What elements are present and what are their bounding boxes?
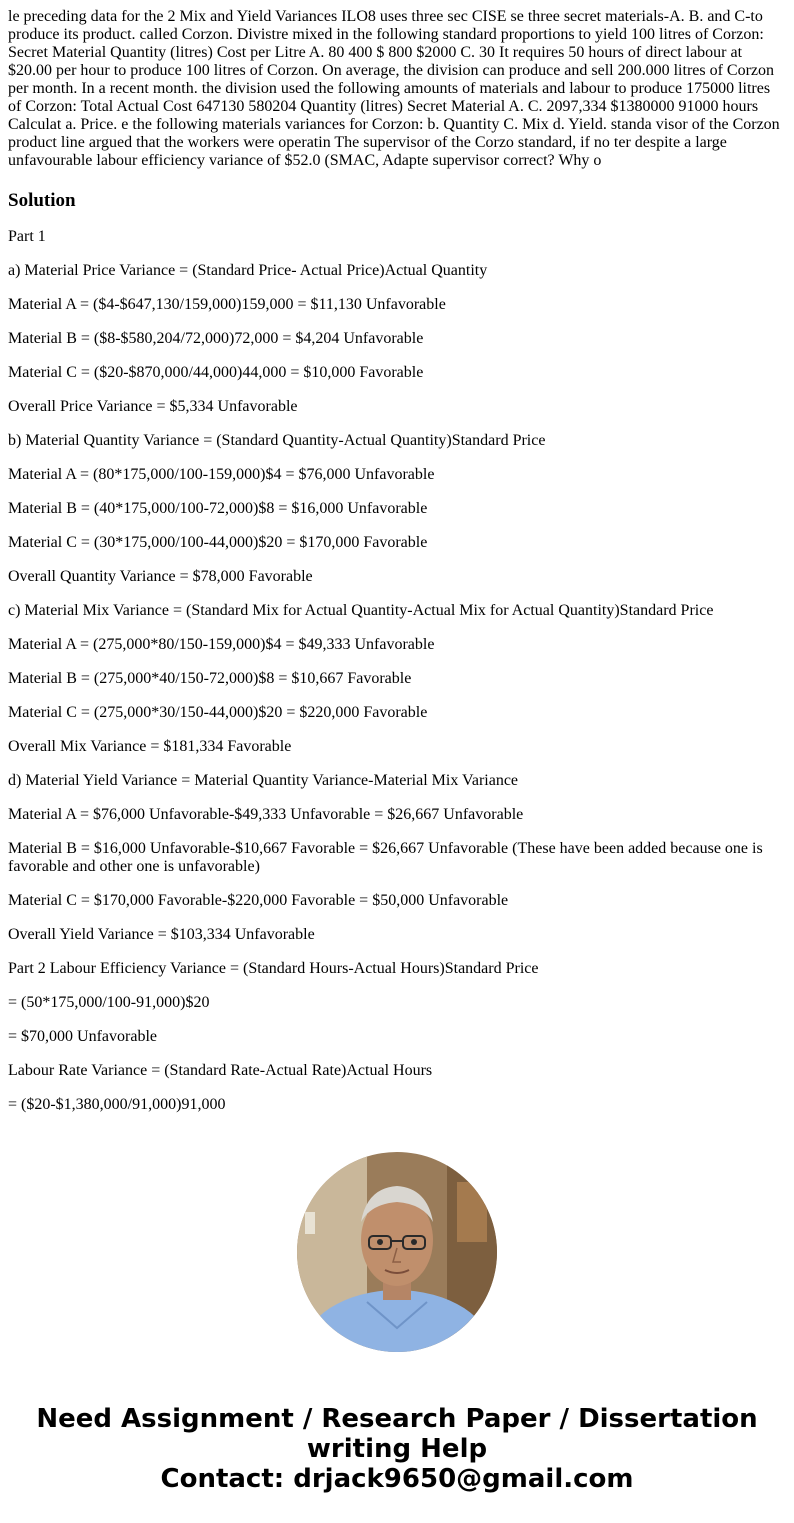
solution-line: Material C = (275,000*30/150-44,000)$20 = $220,000 Favorable [8, 704, 428, 721]
solution-line: c) Material Mix Variance = (Standard Mix for Actual Quantity-Actual Mix for Actual Quantity)Standard Price [8, 602, 714, 619]
solution-line: Overall Mix Variance = $181,334 Favorable [8, 738, 292, 755]
question-text: le preceding data for the 2 Mix and Yield Variances ILO8 uses three sec CISE se three secret materials-A. B. and C-to produce its product. called Corzon. Divistre mixed in the following standard proportions to yield 100 litres of Corzon: Secret Material Quantity (litres) Cost per Litre A. 80 400 $ 800 $2000 C. 30 It requires 50 hours of direct labour at $20.00 per hour to produce 100 litres of Corzon. On average, the division can produce and sell 200.000 litres of Corzon per month. In a recent month. the division used the following amounts of materials and labour to produce 175000 litres of Corzon: Total Actual Cost 647130 580204 Quantity (litres) Secret Material A. C. 2097,334 $1380000 91000 hours Calculat a. Price. e the following materials variances for Corzon: b. Quantity C. Mix d. Yield. standa visor of the Corzon product line argued that the workers were operatin The supervisor of the Corzo standard, if no ter despite a large unfavourable labour efficiency variance of $52.0 (SMAC, Adapte supervisor correct? Why o [8, 8, 780, 169]
solution-line: Overall Price Variance = $5,334 Unfavorable [8, 398, 298, 415]
solution-line: Material C = (30*175,000/100-44,000)$20 = $170,000 Favorable [8, 534, 428, 551]
solution-line: Part 1 [8, 228, 46, 245]
solution-line: Material B = ($8-$580,204/72,000)72,000 = $4,204 Unfavorable [8, 330, 424, 347]
solution-line: Material B = $16,000 Unfavorable-$10,667 Favorable = $26,667 Unfavorable (These have been added because one is favorable and other one is unfavorable) [8, 840, 763, 875]
solution-line: Material C = ($20-$870,000/44,000)44,000 = $10,000 Favorable [8, 364, 424, 381]
solution-line: Overall Quantity Variance = $78,000 Favorable [8, 568, 313, 585]
solution-line: Overall Yield Variance = $103,334 Unfavorable [8, 926, 315, 943]
promo-banner [0, 1404, 794, 1494]
solution-line: Material A = ($4-$647,130/159,000)159,000 = $11,130 Unfavorable [8, 296, 446, 313]
solution-line: Material C = $170,000 Favorable-$220,000 Favorable = $50,000 Unfavorable [8, 892, 509, 909]
promo-line-1: Need Assignment / Research Paper / Dissertation [36, 1404, 758, 1434]
solution-line: Material A = (80*175,000/100-159,000)$4 = $76,000 Unfavorable [8, 466, 435, 483]
solution-line: Material B = (40*175,000/100-72,000)$8 = $16,000 Unfavorable [8, 500, 428, 517]
promo-line-2: writing Help [306, 1434, 488, 1464]
tutor-photo [297, 1152, 497, 1352]
solution-line: a) Material Price Variance = (Standard Price- Actual Price)Actual Quantity [8, 262, 488, 279]
solution-body [8, 228, 786, 1114]
solution-line: Material B = (275,000*40/150-72,000)$8 = $10,667 Favorable [8, 670, 412, 687]
solution-line: Material A = $76,000 Unfavorable-$49,333 Unfavorable = $26,667 Unfavorable [8, 806, 524, 823]
solution-heading: Solution [8, 190, 76, 211]
solution-line: Labour Rate Variance = (Standard Rate-Actual Rate)Actual Hours [8, 1062, 433, 1079]
solution-line: b) Material Quantity Variance = (Standard Quantity-Actual Quantity)Standard Price [8, 432, 546, 449]
promo-contact: Contact: drjack9650@gmail.com [160, 1464, 634, 1494]
solution-line: = (50*175,000/100-91,000)$20 [8, 994, 210, 1011]
tutor-avatar [297, 1152, 497, 1352]
solution-line: Part 2 Labour Efficiency Variance = (Standard Hours-Actual Hours)Standard Price [8, 960, 539, 977]
solution-line: = ($20-$1,380,000/91,000)91,000 [8, 1096, 226, 1113]
solution-line: Material A = (275,000*80/150-159,000)$4 = $49,333 Unfavorable [8, 636, 435, 653]
solution-line: d) Material Yield Variance = Material Quantity Variance-Material Mix Variance [8, 772, 519, 789]
solution-line: = $70,000 Unfavorable [8, 1028, 157, 1045]
